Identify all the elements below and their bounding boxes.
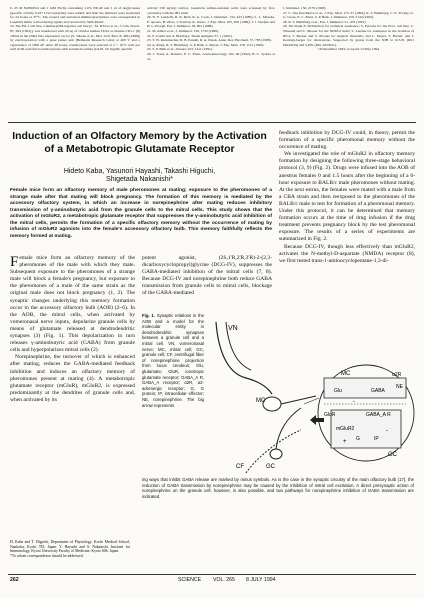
reference-item: 24. A. Panja, R. S. Blumberg, S. P. Balk, L. Mayer, J. Exp. Med. 178, 1115 (1993). — [147, 42, 265, 47]
label-ne: NE — [396, 384, 403, 390]
magnifier-line — [304, 398, 319, 404]
body-paragraph: Because DCG-IV, though less effectively than mGluR2, activates the N-methyl-D-aspartate (NMDA) receptor (8), we first tested trans-1-aminocyclopentane-1,3-di- — [279, 243, 415, 264]
reference-item: 26. J. Tours, A. Roberts, E. C. Ebert, Gastroenterology 162, 69 (1992); B. C. Sydora et al., — [147, 51, 275, 61]
label-mc-inset: MC — [341, 371, 351, 377]
reference-item: J. Immunol. 150, 2179 (1993). — [283, 6, 327, 10]
label-glur: GluR — [324, 412, 336, 418]
label-gc: GC — [266, 464, 275, 470]
article-title: Induction of an Olfactory Memory by the Activation of a Metabotropic Glutamate Receptor — [12, 130, 267, 155]
body-paragraph: potent agonist, (2S,1'R,2'R,3'R)-2-(2,3-dicarboxycyclopropyl)glycine (DCG-IV), suppresses the GABA-mediated inhibition of the mitral cells (7, 8). Because DCG-IV and norepinephrine both reduce GABA transmission from granule cells to mitral cells, blockage of the GABA-mediated — [142, 255, 272, 297]
reference-item: 21. M. Amiot et al., J. Immunol. 136, 1752 (1986). — [147, 28, 220, 33]
body-column-3 — [279, 130, 415, 265]
author-affiliation — [10, 540, 130, 559]
mitral-cell — [263, 397, 281, 411]
issue-date: 8 JULY 1994 — [246, 577, 276, 583]
label-alpha2r: α2R — [392, 372, 402, 378]
mitral-cell-dendrite — [281, 396, 316, 404]
body-paragraph: feedback inhibition by DCG-IV could, in theory, permit the formation of a specific pheromonal memory without the occurrence of mating. — [279, 130, 415, 151]
body-paragraph — [10, 255, 135, 354]
reference-item: 29. We thank F. McDermott for technical assistance; S. Ferrone for the FO-1 cell line; C. Wiseand and C. Mosser for the ND65.2 mAb; S. Landau for assistance in the isolation of IECs; J. Becker and S. Brooks for surgical materials; and L. Mayer, T. Barrett, and J. Konings-berger for discussions. Supported by grants from the NIH to R.S.B. (R01 DK44319) and S.P.B. (R01 AI33911). — [283, 24, 414, 47]
article-authors — [12, 168, 267, 185]
granule-cell-dendrite — [276, 408, 301, 449]
references-col-3 — [283, 6, 414, 52]
label-vn: VN — [228, 325, 238, 332]
references-col-1 — [10, 6, 140, 52]
authors-line-2: Shigetada Nakanishi* — [106, 176, 173, 184]
reference-item: 20. N. F. Landolfi, R. R. Rich, R. G. Cook, J. Immunol. 134, 423 (1985); L. L. Myszka, E. Apasia, H. Zhao, J. Forman, K. Ozato, J. Exp. Med. 163, 656 (1986); J. J. Neefjes and H. L. Ploegh, Eur. J. Immunol. 18, 801 (1988). — [147, 15, 275, 29]
reference-item: 28. R. S. Blumberg et al., Eur. J. Immunol. 21, 479 (1991). — [283, 19, 367, 24]
label-mglur2: mGluR2 — [336, 426, 355, 432]
received-accepted-dates: 16 December 1993; accepted 13 May 1994 — [317, 47, 380, 52]
label-g: G — [356, 436, 360, 442]
label-gaba: GABA — [371, 388, 385, 394]
label-cf: CF — [236, 464, 244, 470]
vomeronasal-nerve — [216, 322, 272, 394]
reference-item: activity 530 ug/mg; Gibco). Geneticin sulfate-resistant wells were screened by flow cytometry with the IH1 mAb. — [147, 6, 275, 15]
big-arrow — [310, 415, 324, 425]
body-paragraph: We investigated the role of mGluR2 in olfactory memory formation by designing the following three-stage behavioral protocol (3, 9) (Fig. 2). Drugs were infused into the AOB of anestrus females 0 and 1.5 hours after the beginning of a 6-hour exposure to BALB/c male pheromones without mating. At the next estrus, the females were mated with a male from a CBA strain and then reexposed to the pheromones of the BALB/c male to test for formation of a pheromonal memory. Under this protocol, it can be determined that memory formation occurs at the time of drug infusion if the drug treatment prevents pregnancy block by the test pheromonal exposure. The results of a series of experiments are summarized in Fig. 2. — [279, 151, 415, 243]
drop-cap: F — [10, 254, 19, 270]
journal-name: SCIENCE — [178, 577, 202, 583]
reference-item: 25. S. P. Balk et al., Science 253, 1411 (1991). — [147, 47, 213, 52]
reference-item: 22. F. Calabi and A. Bradbury, Tissue Antigens 37, 1 (1991). — [147, 33, 233, 38]
article-abstract: Female mice form an olfactory memory of male pheromones at mating; exposure to the pheromones of a strange male after that mating will block pregnancy. The formation of this memory is mediated by the accessory olfactory system, in which an increase in norepinephrine after mating reduces inhibitory transmission of γ-aminobutyric acid from the granule cells to the mitral cells. This study shows that the activation of mGluR2, a metabotropic glutamate receptor that suppresses the γ-aminobutyric acid inhibition of the mitral cells, permits the formation of a specific olfactory memory without the occurrence of mating by infusion of mGluR2 agonists into the female's accessory olfactory bulb. This memory faithfully reflects the memory formed at mating. — [10, 188, 272, 239]
references-col-2 — [147, 6, 275, 61]
reference-item: 19. The FO-1 cell line, a human β2M-negative cell line [C. M. D'Urso et al., J. Clin. Invest. 87, 284 (1991)], was transfected with 20 ug of circular human CD1d or murine CD1.1 (8) cDNA in the pSRα Neo expression vector [Y. Takebe et al., Mol. Cell. Biol. 8, 466 (1988)] by electroporation with a gene pulser unit (Bethesda Research Labs) at 400 V and a capacitance of 1600 uF. After 48 hours, transfectants were selected at 2 × 10^5 cells per well in 96-well flat-bottomed plates with Geneticin sulfate (G418, 3.0 mg/ml; specific — [10, 24, 140, 52]
label-mc: MC — [256, 398, 266, 404]
page-number: 262 — [10, 577, 19, 583]
journal-volume: VOL. 265 — [213, 577, 235, 583]
body-paragraph: Norepinephrine, the turnover of which is enhanced after mating, reduces the GABA-mediated feedback inhibition and induces an olfactory memory of pheromones present at mating (4). A metabotropic glutamate receptor (mGluR), mGluR2, is expressed predominantly at the dendrites of granule cells and, when activated by its — [10, 354, 135, 403]
footer-divider — [8, 574, 416, 575]
label-gc-inset: GC — [388, 452, 397, 458]
minus-symbol: - — [353, 399, 355, 405]
minus-symbol: - — [386, 428, 388, 434]
section-divider — [8, 122, 416, 123]
correspondence-note: *To whom correspondence should be addressed. — [10, 554, 84, 559]
body-column-2 — [142, 255, 272, 298]
figure-caption-bottom: ing ways that inhibit GABA release are marked by minus symbols. As is the case in the synaptic circuitry of the main olfactory bulb (17), the reduction of GABA transmission by norepinephrine may be caused by the inhibition of mitral cell excitation. A direct presynaptic action of norepinephrine on the granule cell, however, is also possible, and two pathways for norepinephrine inhibition of GABA transmission are indicated. — [142, 477, 414, 499]
granule-cell — [270, 449, 282, 459]
label-glu: Glu — [334, 388, 342, 394]
figure-caption-side — [142, 313, 204, 408]
reference-item: 27. C. Van Kerckhove et al., J. Exp. Med. 175, 57 (1992); R. S. Blumberg, C. E. Yockey, G. G. Gross, E. C. Ebert, S. P. Balk, J. Immunol. 150, 5144 (1993). — [283, 10, 414, 20]
label-ip: IP — [374, 436, 379, 442]
figure-number: Fig. 1. — [142, 313, 155, 318]
label-gabaar: GABA_A R — [366, 412, 391, 418]
figure-caption-text: Synaptic relations in the AOB and a model for the molecular entity in dendrodendritic synapses between a granule cell and a mitral cell. VN, vomeronasal nerve; MC, mitral cell; GC, granule cell; CF, centrifugal fiber of norepinephrine projection from locus ceruleus; Glu, glutamate; GluR, ionotropic glutamate receptor; GABA_A R, GABA_A receptor; α2R, α2-adrenergic receptor; G, G protein; IP, intracellular effector; NE, norepinephrine. The big arrow represents — [142, 313, 204, 408]
body-text: emale mice form an olfactory memory of the pheromones of the male with which they mate. Subsequent exposure to the pheromones of a strange male will block a female's pregnancy, but exposure to the pheromones of a male of the same strain as the original male does not block pregnancy (1, 2). The synaptic changes underlying this memory formation occur in the accessory olfactory bulb (AOB) (2–6). In the AOB, the mitral cells, when activated by vomeronasal nerve inputs, depolarize granule cells by means of glutamate released at dendrodendritic synapses (3) (Fig. 1). This depolarization in turn releases γ-aminobutyric acid (GABA) from granule cells and hyperpolarizes mitral cells (2). — [10, 255, 135, 354]
body-column-1 — [10, 255, 135, 404]
authors-line-1: Hideto Kaba, Yasunori Hayashi, Takashi Higuchi, — [63, 168, 216, 175]
reference-item: 9. 25 M NaH2PO4 and 1 mM EGTA containing 1.0% NP-40 and 1 ul of deglycanase (specific activity 0.227 U/ul Genzyme) were added, and then the mixtures were incubated for 24 hours at 37°C. The treated and untreated immunoprecipitates were resuspended in Laemmli buffer with reducing agents and resolved by SDS-PAGE. — [10, 6, 140, 24]
reference-item: 23. T. W. Redemacher, R. B. Parekh, R. A. Dwek, Annu. Rev. Biochem. 57, 785 (1988). — [147, 38, 272, 43]
affiliation-text: H. Kaba and T. Higuchi, Department of Physiology, Kochi Medical School, Nankoku, Kochi 783, Japan. Y. Hayashi and S. Nakanishi, Institute for Immunology, Kyoto University Faculty of Medicine, Kyoto 606, Japan. — [10, 540, 130, 554]
figure-1-diagram — [206, 318, 416, 476]
plus-symbol: + — [343, 439, 347, 445]
